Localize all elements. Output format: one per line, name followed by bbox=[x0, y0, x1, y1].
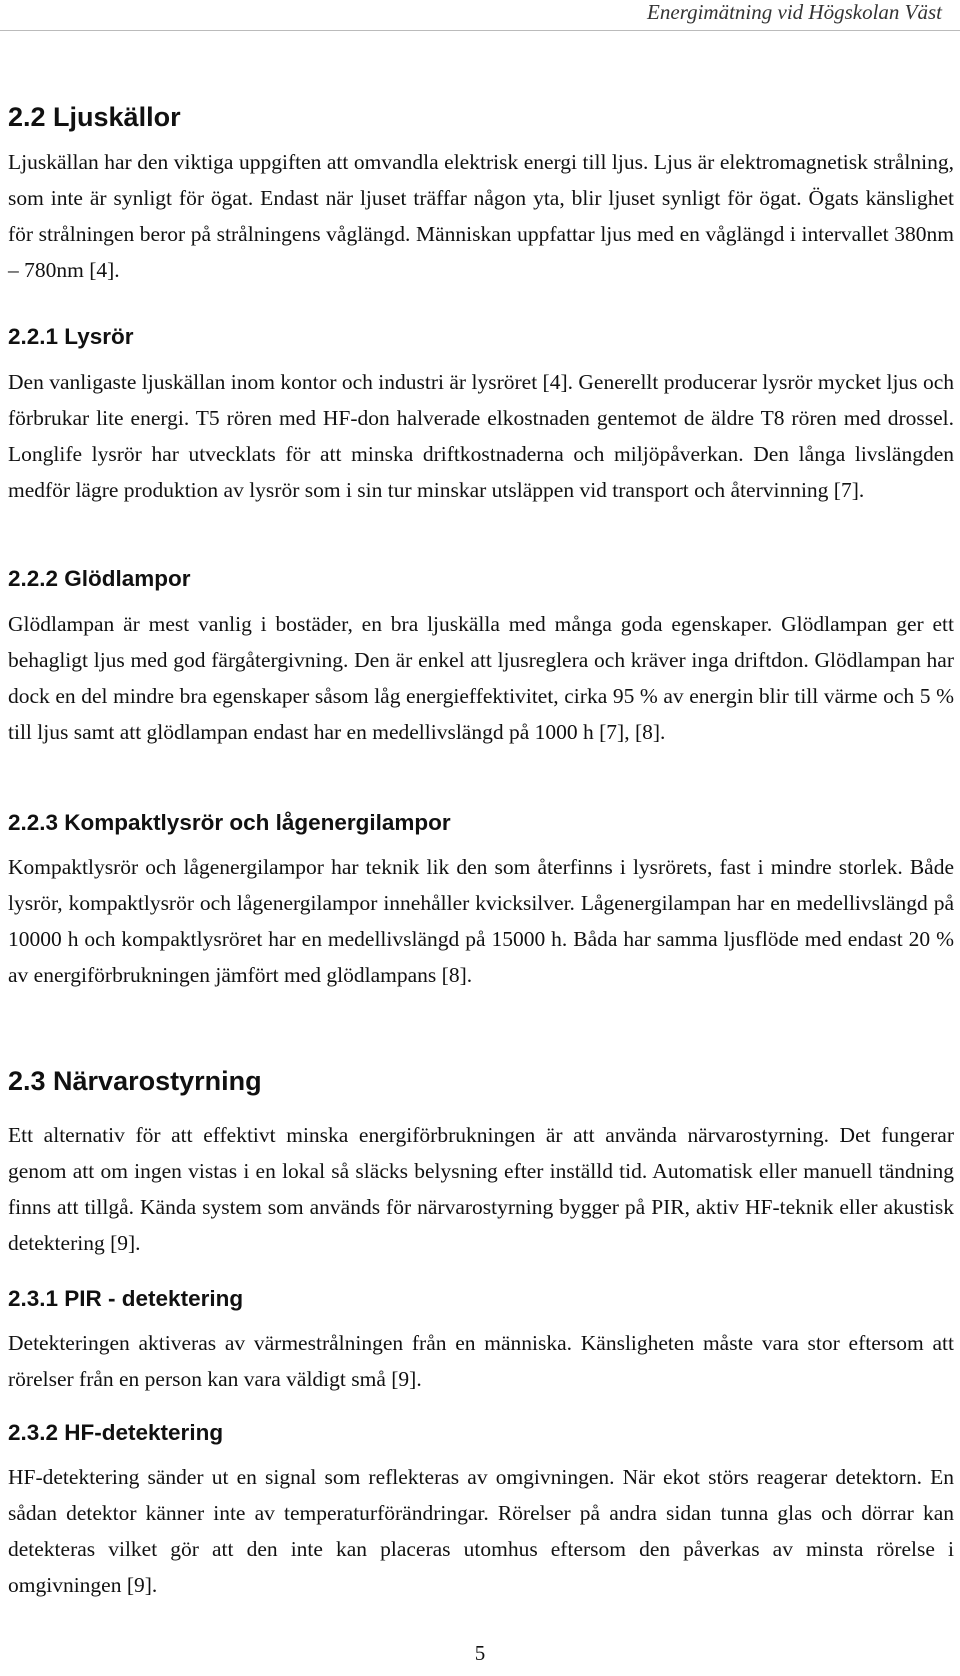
paragraph-text: Detekteringen aktiveras av värmestrålningen från en människa. Känsligheten måste vara stor eftersom att rörelser från en person kan vara väldigt små [9]. bbox=[8, 1331, 954, 1391]
paragraph-text: HF-detektering sänder ut en signal som reflekteras av omgivningen. När ekot störs reagerar detektorn. En sådan detektor känner inte av temperaturförändringar. Rörelser på andra sidan tunna glas och dörrar kan detekteras vilket gör att den inte kan placeras utomhus eftersom den påverkas av minsta rörelse i omgivningen [9]. bbox=[8, 1465, 954, 1597]
heading-2-3-1: 2.3.1 PIR - detektering bbox=[8, 1286, 244, 1311]
paragraph-text: Ljuskällan har den viktiga uppgiften att omvandla elektrisk energi till ljus. Ljus är elektromagnetisk strålning, som inte är synligt för ögat. Endast när ljuset träffar någon yta, blir ljuset synligt för ögat. Ögats känslighet för strålningen beror på strålningens våglängd. Människan uppfattar ljus med en våglängd i intervallet 380nm – 780nm [4]. bbox=[8, 150, 954, 282]
heading-2-2: 2.2 Ljuskällor bbox=[8, 102, 181, 132]
heading-2-3: 2.3 Närvarostyrning bbox=[8, 1066, 262, 1096]
heading-2-2-1: 2.2.1 Lysrör bbox=[8, 324, 134, 349]
paragraph-2-3-1 bbox=[8, 1325, 954, 1397]
paragraph-text: Kompaktlysrör och lågenergilampor har teknik lik den som återfinns i lysrörets, fast i mindre storlek. Både lysrör, kompaktlysrör och lågenergilampor innehåller kvicksilver. Lågenergilampan har en medellivslängd på 10000 h och kompaktlysröret har en medellivslängd på 15000 h. Båda har samma ljusflöde med endast 20 % av energiförbrukningen jämfört med glödlampans [8]. bbox=[8, 855, 954, 987]
heading-2-2-2: 2.2.2 Glödlampor bbox=[8, 566, 191, 591]
heading-2-3-2: 2.3.2 HF-detektering bbox=[8, 1420, 224, 1445]
paragraph-2-2-2 bbox=[8, 606, 954, 750]
paragraph-2-3 bbox=[8, 1117, 954, 1261]
header-rule bbox=[0, 30, 960, 31]
paragraph-2-2-1 bbox=[8, 364, 954, 508]
paragraph-2-3-2 bbox=[8, 1459, 954, 1603]
paragraph-2-2-3 bbox=[8, 849, 954, 993]
paragraph-text: Glödlampan är mest vanlig i bostäder, en bra ljuskälla med många goda egenskaper. Glödlampan ger ett behagligt ljus med god färgåtergivning. Den är enkel att ljusreglera och kräver inga driftdon. Glödlampan har dock en del mindre bra egenskaper såsom låg energieffektivitet, cirka 95 % av energin blir till värme och 5 % till ljus samt att glödlampan endast har en medellivslängd på 1000 h [7], [8]. bbox=[8, 612, 954, 744]
running-header: Energimätning vid Högskolan Väst bbox=[647, 0, 942, 24]
paragraph-2-2 bbox=[8, 144, 954, 288]
paragraph-text: Den vanligaste ljuskällan inom kontor och industri är lysröret [4]. Generellt producerar lysrör mycket ljus och förbrukar lite energi. T5 rören med HF-don halverade elkostnaden gentemot de äldre T8 rören med drossel. Longlife lysrör har utvecklats för att minska driftkostnaderna och miljöpåverkan. Den långa livslängden medför lägre produktion av lysrör som i sin tur minskar utsläppen vid transport och återvinning [7]. bbox=[8, 370, 954, 502]
heading-2-2-3: 2.2.3 Kompaktlysrör och lågenergilampor bbox=[8, 810, 451, 835]
page-number: 5 bbox=[474, 1641, 486, 1665]
paragraph-text: Ett alternativ för att effektivt minska energiförbrukningen är att använda närvarostyrning. Det fungerar genom att om ingen vistas i en lokal så släcks belysning efter inställd tid. Automatisk eller manuell tändning finns att tillgå. Kända system som används för närvarostyrning bygger på PIR, aktiv HF-teknik eller akustisk detektering [9]. bbox=[8, 1123, 954, 1255]
